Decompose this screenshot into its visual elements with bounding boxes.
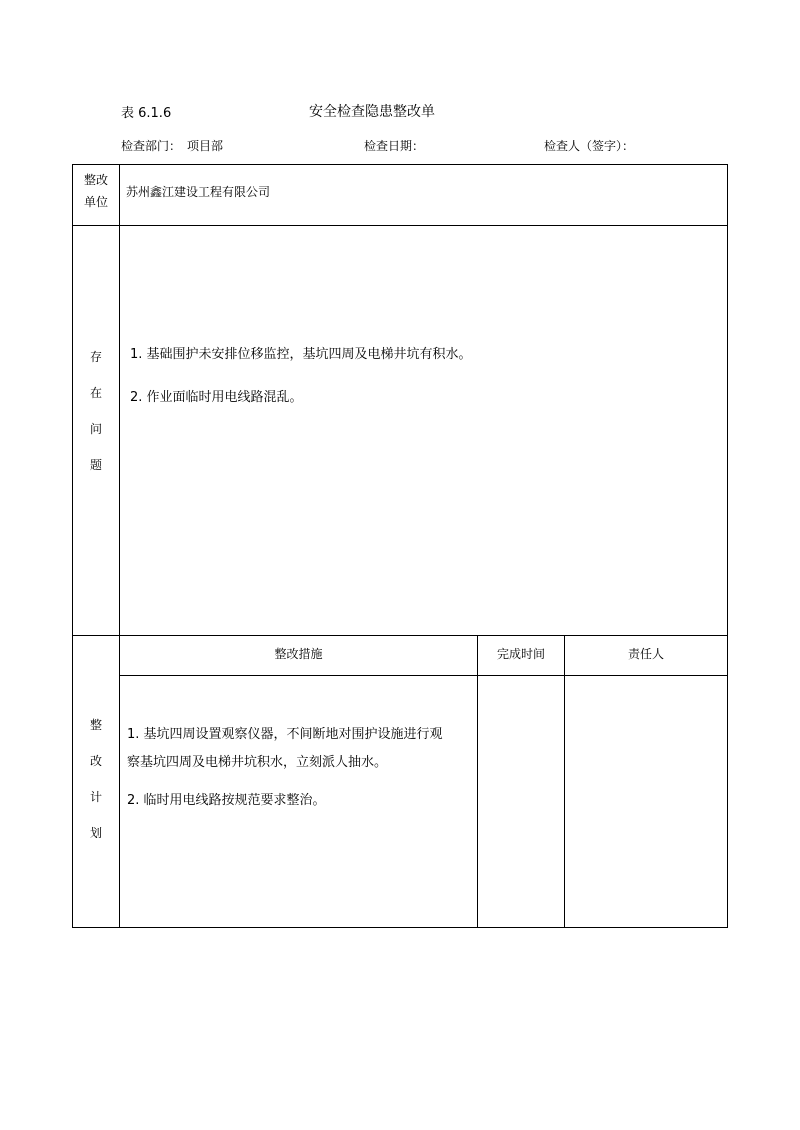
rule-bottom xyxy=(72,927,728,928)
rule-unit-bottom xyxy=(72,225,728,226)
problems-label-char-3: 问 xyxy=(89,422,102,436)
column-header-completion-time: 完成时间 xyxy=(496,647,545,661)
unit-value: 苏州鑫江建设工程有限公司 xyxy=(126,185,271,199)
measure-line-1: 1. 基坑四周设置观察仪器，不间断地对围护设施进行观 xyxy=(127,727,443,742)
document-title: 安全检查隐患整改单 xyxy=(309,104,435,120)
rule-label-divider xyxy=(119,164,120,928)
rule-top xyxy=(72,164,728,165)
table-number: 表 6.1.6 xyxy=(121,106,172,121)
rule-left xyxy=(72,164,73,928)
problems-label-char-2: 在 xyxy=(89,386,102,400)
unit-label-line2: 单位 xyxy=(83,195,108,209)
plan-label-char-2: 改 xyxy=(89,754,102,768)
dept-value: 项目部 xyxy=(187,139,224,153)
plan-label-char-1: 整 xyxy=(89,718,102,732)
problem-item-2: 2. 作业面临时用电线路混乱。 xyxy=(130,390,303,405)
rule-right xyxy=(727,164,728,928)
column-header-responsible: 责任人 xyxy=(627,647,664,661)
unit-label-line1: 整改 xyxy=(83,173,108,187)
dept-label: 检查部门： xyxy=(121,139,182,153)
rule-time-divider xyxy=(477,635,478,928)
problems-label-char-1: 存 xyxy=(89,350,102,364)
inspector-label: 检查人（签字）： xyxy=(544,139,635,153)
plan-label-char-3: 计 xyxy=(89,790,102,804)
date-label: 检查日期： xyxy=(364,139,425,153)
measure-line-3: 2. 临时用电线路按规范要求整治。 xyxy=(127,793,326,808)
problems-label-char-4: 题 xyxy=(89,458,102,472)
problem-item-1: 1. 基础围护未安排位移监控，基坑四周及电梯井坑有积水。 xyxy=(130,347,472,362)
rule-problems-bottom xyxy=(72,635,728,636)
plan-label-char-4: 划 xyxy=(89,826,102,840)
measure-line-2: 察基坑四周及电梯井坑积水，立刻派人抽水。 xyxy=(127,755,388,770)
column-header-measures: 整改措施 xyxy=(274,647,323,661)
rule-plan-header-bottom xyxy=(119,675,728,676)
rule-responsible-divider xyxy=(564,635,565,928)
